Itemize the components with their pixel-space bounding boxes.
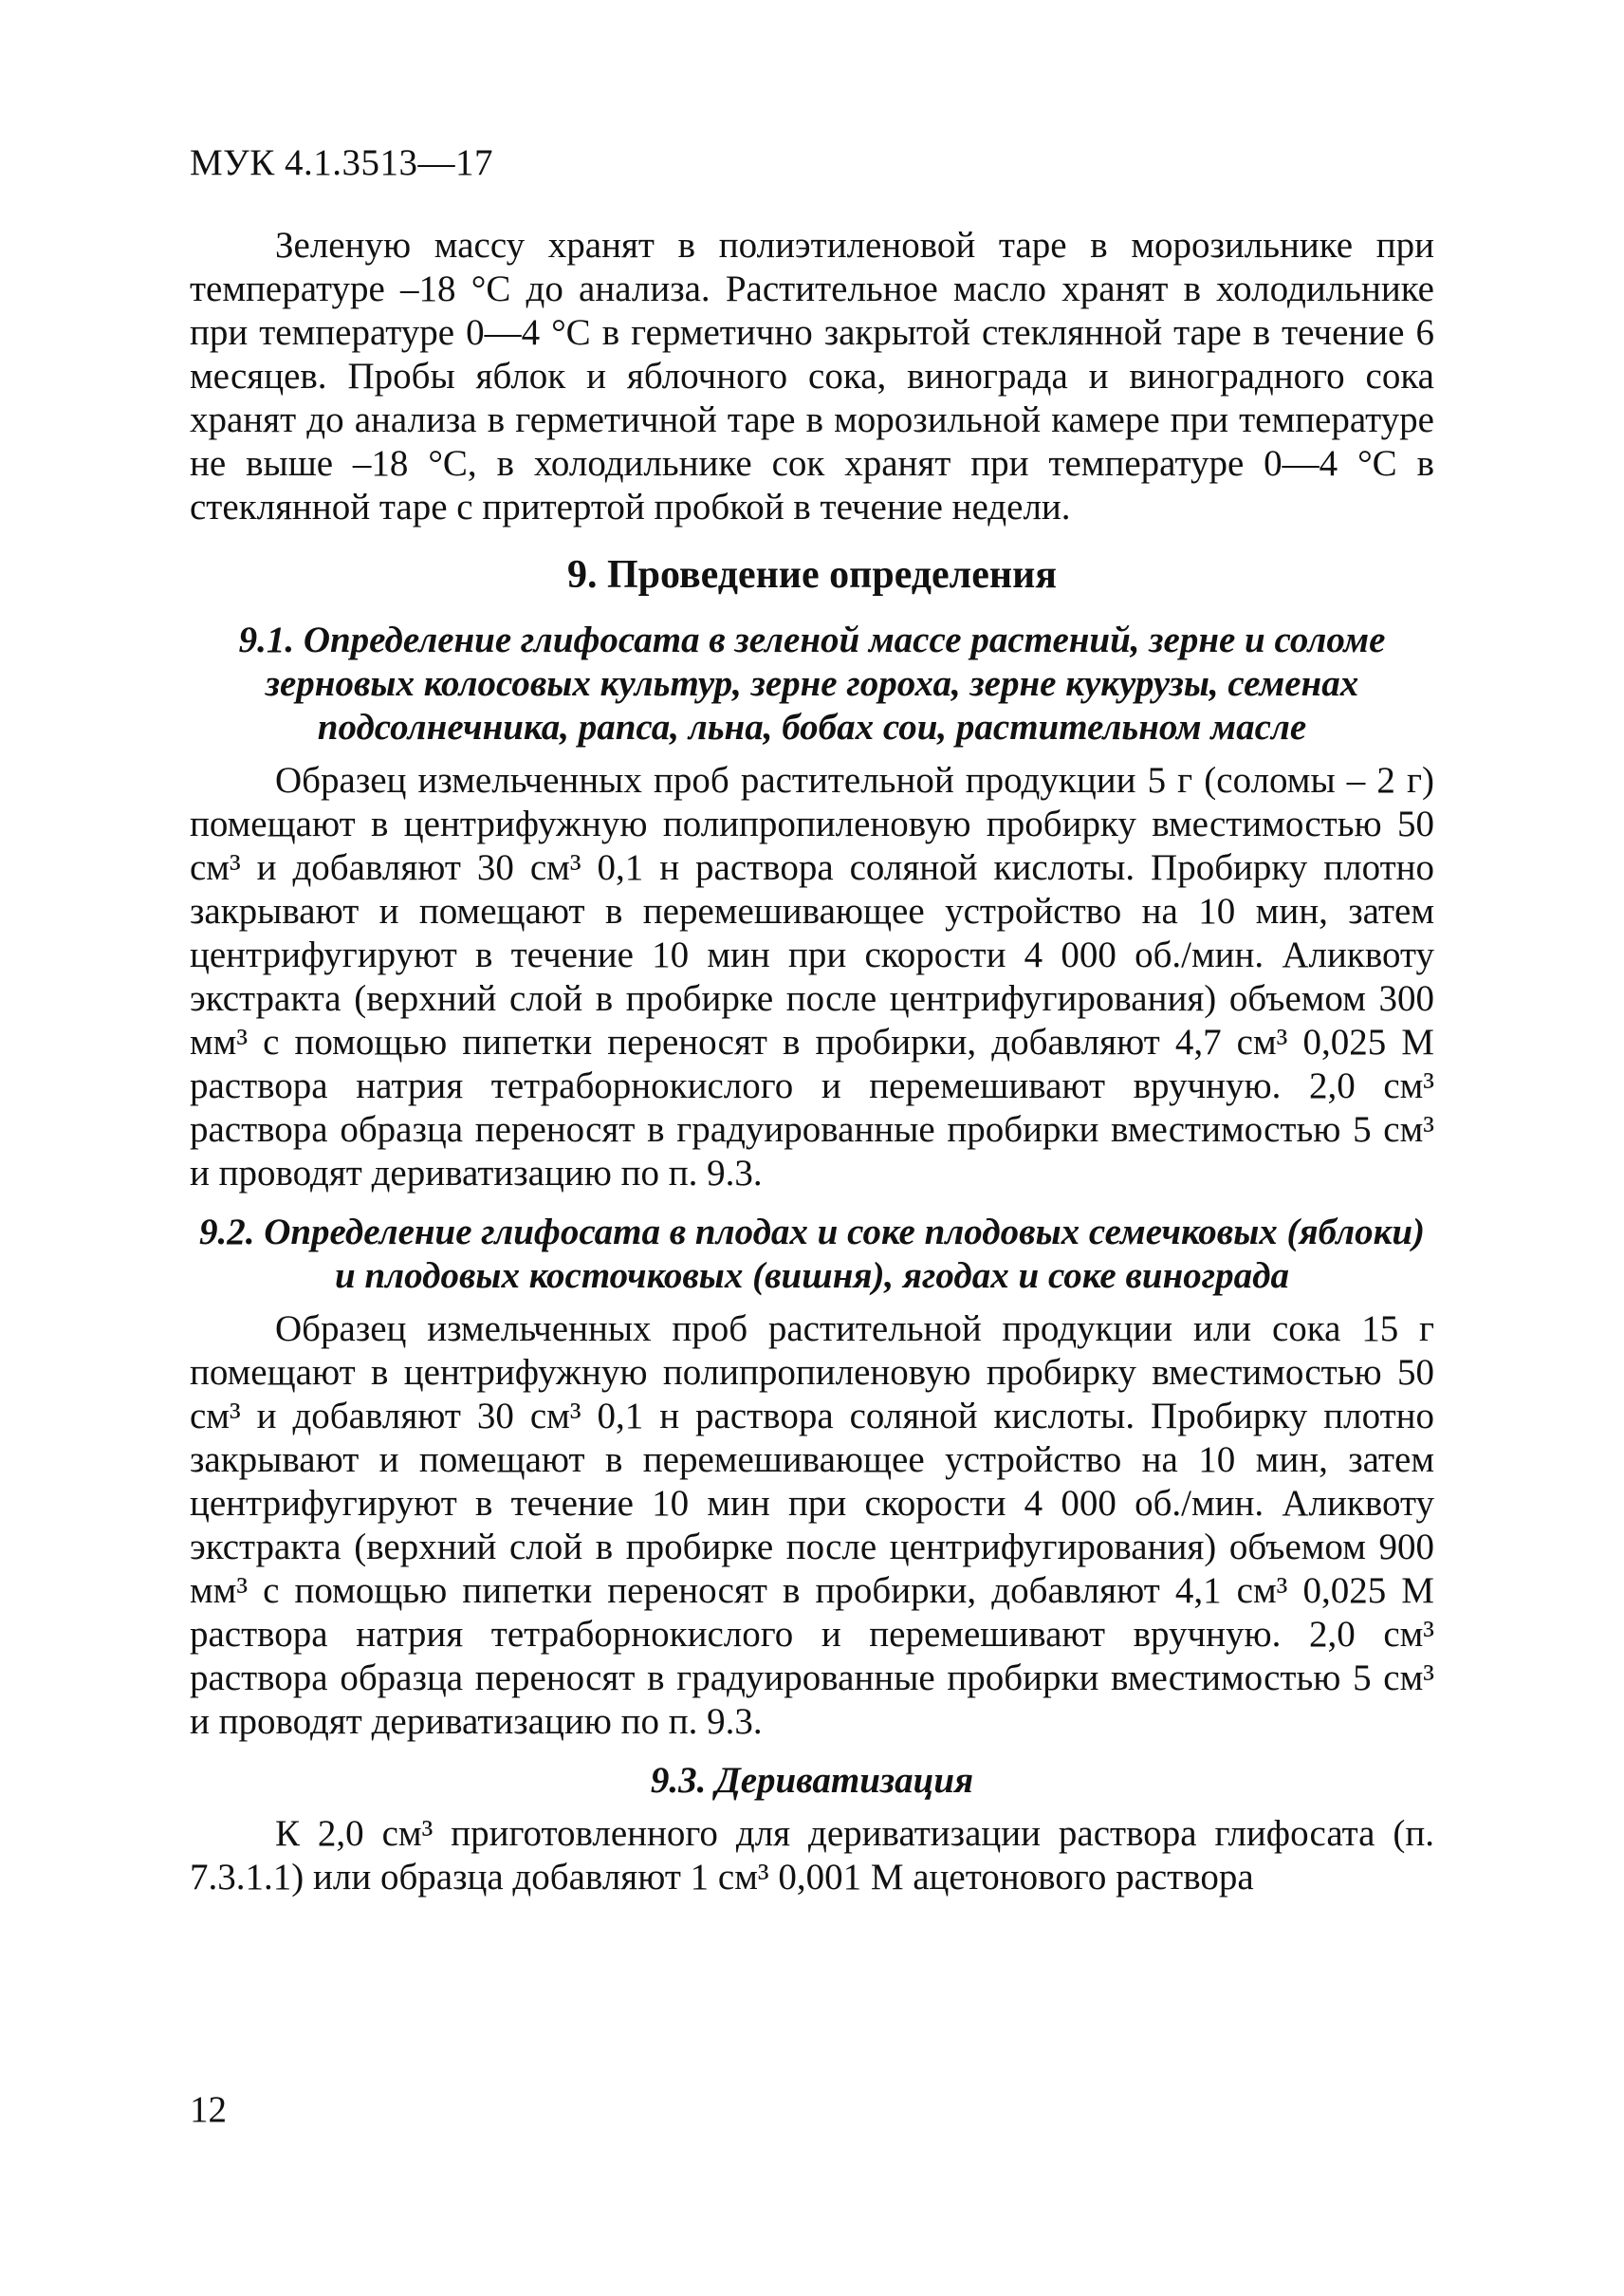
subsection-9-1-paragraph: Образец измельченных проб растительной продукции 5 г (соломы – 2 г) помещают в центрифужную полипропиленовую пробирку вместимостью 50 см³ и добавляют 30 см³ 0,1 н раствора соляной кислоты. Пробирку плотно закрывают и помещают в перемешивающее устройство на 10 мин, затем центрифугируют в течение 10 мин при скорости 4 000 об./мин. Аликвоту экстракта (верхний слой в пробирке после центрифугирования) объемом 300 мм³ с помощью пипетки переносят в пробирки, добавляют 4,7 см³ 0,025 М раствора натрия тетраборнокислого и перемешивают вручную. 2,0 см³ раствора образца переносят в градуированные пробирки вместимостью 5 см³ и проводят дериватизацию по п. 9.3. [190,760,1434,1194]
subsection-9-2-paragraph: Образец измельченных проб растительной продукции или сока 15 г помещают в центрифужную полипропиленовую пробирку вместимостью 50 см³ и добавляют 30 см³ 0,1 н раствора соляной кислоты. Пробирку плотно закрывают и помещают в перемешивающее устройство на 10 мин, затем центрифугируют в течение 10 мин при скорости 4 000 об./мин. Аликвоту экстракта (верхний слой в пробирке после центрифугирования) объемом 900 мм³ с помощью пипетки переносят в пробирки, добавляют 4,1 см³ 0,025 М раствора натрия тетраборнокислого и перемешивают вручную. 2,0 см³ раствора образца переносят в градуированные пробирки вместимостью 5 см³ и проводят дериватизацию по п. 9.3. [190,1308,1434,1742]
subsection-9-3-paragraph: К 2,0 см³ приготовленного для дериватизации раствора глифосата (п. 7.3.1.1) или образца добавляют 1 см³ 0,001 М ацетонового раствора [190,1813,1434,1898]
intro-paragraph: Зеленую массу хранят в полиэтиленовой таре в морозильнике при температуре –18 °С до анализа. Растительное масло хранят в холодильнике при температуре 0—4 °С в герметично закрытой стеклянной таре в течение 6 месяцев. Пробы яблок и яблочного сока, винограда и виноградного сока хранят до анализа в герметичной таре в морозильной камере при температуре не выше –18 °С, в холодильнике сок хранят при температуре 0—4 °С в стеклянной таре с притертой пробкой в течение недели. [190,225,1434,528]
subsection-9-3-title: 9.3. Дериватизация [650,1760,974,1801]
subsection-9-1-title: 9.1. Определение глифосата в зеленой массе растений, зерне и соломе зерновых колосовых культур, зерне гороха, зерне кукурузы, семенах подсолнечника, рапса, льна, бобах сои, растительном масле [238,620,1386,748]
subsection-9-2-title: 9.2. Определение глифосата в плодах и соке плодовых семечковых (яблоки) и плодовых косточковых (вишня), ягодах и соке винограда [198,1212,1426,1296]
document-code-header: МУК 4.1.3513—17 [190,142,494,183]
page-number: 12 [190,2089,227,2130]
page-content [190,224,1434,1899]
section-9-title: 9. Проведение определения [566,553,1058,597]
